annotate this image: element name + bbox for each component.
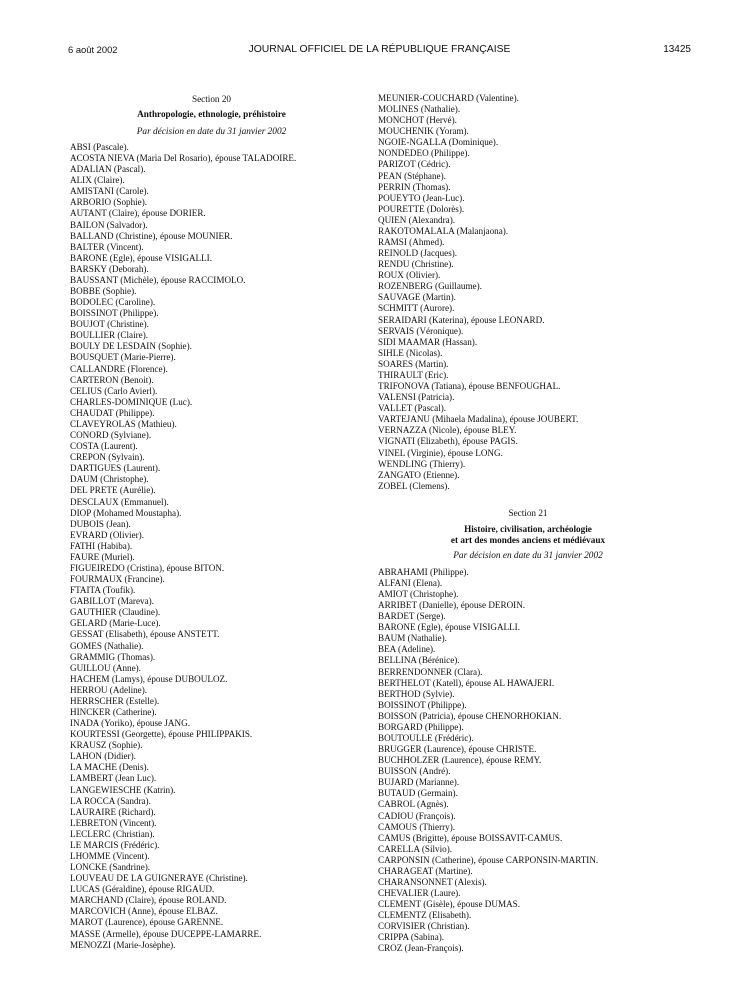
list-item: BARONE (Egle), épouse VISIGALLI. bbox=[378, 622, 521, 633]
list-item: VARTEJANU (Mihaela Madalina), épouse JOUBERT. bbox=[378, 414, 579, 425]
list-item: ACOSTA NIEVA (Maria Del Rosario), épouse TALADOIRE. bbox=[70, 153, 297, 164]
list-item: BALLAND (Christine), épouse MOUNIER. bbox=[70, 230, 233, 241]
list-item: SERVAIS (Véronique). bbox=[378, 325, 464, 336]
section-20-heading: Anthropologie, ethnologie, préhistoire bbox=[137, 109, 286, 119]
list-item: GUILLOU (Anne). bbox=[70, 662, 141, 673]
page-header bbox=[68, 44, 691, 58]
issue-date: 6 août 2002 bbox=[68, 44, 118, 55]
list-item: LEBRETON (Vincent). bbox=[70, 817, 157, 828]
list-item: LECLERC (Christian). bbox=[70, 828, 155, 839]
section-20-name-list bbox=[70, 142, 353, 951]
list-item: BOULLIER (Claire). bbox=[70, 330, 149, 341]
list-item: COSTA (Laurent). bbox=[70, 441, 138, 452]
list-item: ARBORIO (Sophie). bbox=[70, 197, 148, 208]
list-item: ZOBEL (Clemens). bbox=[378, 480, 450, 491]
list-item: CAMOUS (Thierry). bbox=[378, 821, 456, 832]
list-item: NGOIE-NGALLA (Dominique). bbox=[378, 137, 499, 148]
list-item: QUIEN (Alexandra). bbox=[378, 214, 456, 225]
list-item: FTAITA (Toufik). bbox=[70, 585, 136, 596]
list-item: MONCHOT (Hervé). bbox=[378, 115, 457, 126]
list-item: VERNAZZA (Nicole), épouse BLEY. bbox=[378, 425, 517, 436]
list-item: LUCAS (Géraldine), épouse RIGAUD. bbox=[70, 884, 215, 895]
list-item: CADIOU (François). bbox=[378, 810, 456, 821]
list-item: ABRAHAMI (Philippe). bbox=[378, 566, 469, 577]
list-item: BRUGGER (Laurence), épouse CHRISTE. bbox=[378, 744, 537, 755]
list-item: BOUTOULLE (Frédéric). bbox=[378, 732, 474, 743]
list-item: EVRARD (Olivier). bbox=[70, 529, 145, 540]
section-20-decision-date: Par décision en date du 31 janvier 2002 bbox=[136, 127, 287, 137]
list-item: ARRIBET (Danielle), épouse DEROIN. bbox=[378, 600, 526, 611]
list-item: MEUNIER-COUCHARD (Valentine). bbox=[378, 93, 519, 103]
list-item: MOUCHENIK (Yoram). bbox=[378, 126, 469, 137]
list-item: CARELLA (Silvio). bbox=[378, 843, 453, 854]
list-item: PARIZOT (Cédric). bbox=[378, 159, 451, 170]
list-item: BOISSINOT (Philippe). bbox=[378, 699, 467, 710]
list-item: ZANGATO (Etienne). bbox=[378, 469, 460, 480]
list-item: GOMES (Nathalie). bbox=[70, 640, 144, 651]
list-item: ABSI (Pascale). bbox=[70, 142, 129, 152]
list-item: GAUTHIER (Claudine). bbox=[70, 607, 161, 618]
list-item: CARPONSIN (Catherine), épouse CARPONSIN-MARTIN. bbox=[378, 854, 599, 865]
list-item: BUJARD (Marianne). bbox=[378, 777, 460, 788]
list-item: PEAN (Stéphane). bbox=[378, 170, 446, 181]
list-item: BODOLEC (Caroline). bbox=[70, 297, 156, 308]
list-item: BEA (Adeline). bbox=[378, 644, 436, 655]
list-item: ALIX (Claire). bbox=[70, 175, 125, 186]
list-item: CROZ (Jean-François). bbox=[378, 943, 464, 954]
list-item: VALENSI (Patricia). bbox=[378, 392, 455, 403]
list-item: LE MARCIS (Frédéric). bbox=[70, 839, 160, 850]
list-item: RENDU (Christine). bbox=[378, 259, 454, 270]
list-item: LANGEWIESCHE (Katrin). bbox=[70, 784, 176, 795]
list-item: LHOMME (Vincent). bbox=[70, 851, 150, 861]
list-item: AMIOT (Christophe). bbox=[378, 588, 459, 599]
list-item: CAMUS (Brigitte), épouse BOISSAVIT-CAMUS. bbox=[378, 832, 563, 843]
section-20-title: Section 20 bbox=[191, 94, 232, 104]
list-item: CHARLES-DOMINIQUE (Luc). bbox=[70, 396, 193, 407]
list-item: GELARD (Marie-Luce). bbox=[70, 618, 161, 629]
list-item: ALFANI (Elena). bbox=[378, 577, 443, 588]
list-item: BOISSON (Patricia), épouse CHENORHOKIAN. bbox=[378, 710, 562, 721]
list-item: MENOZZI (Marie-Josèphe). bbox=[70, 939, 176, 950]
list-item: THIRAULT (Eric). bbox=[378, 369, 449, 380]
section-21-heading-line-2: et art des mondes anciens et médiévaux bbox=[450, 534, 606, 545]
list-item: BUISSON (André). bbox=[378, 766, 451, 777]
list-item: SIDI MAAMAR (Hassan). bbox=[378, 336, 478, 347]
list-item: BERTHELOT (Katell), épouse AL HAWAJERI. bbox=[378, 677, 555, 688]
list-item: MASSE (Armelle), épouse DUCEPPE-LAMARRE. bbox=[70, 928, 262, 939]
list-item: BAUSSANT (Michèle), épouse RACCIMOLO. bbox=[70, 274, 246, 285]
list-item: BOBBE (Sophie). bbox=[70, 286, 137, 297]
list-item: BERTHOD (Sylvie). bbox=[378, 688, 455, 699]
list-item: LA ROCCA (Sandra). bbox=[70, 795, 151, 806]
list-item: GABILLOT (Mareva). bbox=[70, 596, 154, 607]
list-item: CARTERON (Benoit). bbox=[70, 374, 154, 385]
list-item: KOURTESSI (Georgette), épouse PHILIPPAKIS. bbox=[70, 729, 253, 740]
list-item: DEL PRETE (Aurélie). bbox=[70, 485, 156, 496]
list-item: CREPON (Sylvain). bbox=[70, 452, 145, 463]
list-item: BARDET (Serge). bbox=[378, 611, 446, 622]
list-item: HINCKER (Catherine). bbox=[70, 706, 157, 717]
list-item: BARONE (Egle), épouse VISIGALLI. bbox=[70, 252, 213, 263]
section-21-heading-line-1: Histoire, civilisation, archéologie bbox=[464, 523, 592, 534]
list-item: CONORD (Sylviane). bbox=[70, 430, 152, 441]
list-item: BALTER (Vincent). bbox=[70, 241, 144, 252]
list-item: SCHMITT (Aurore). bbox=[378, 303, 455, 314]
list-item: SERAIDARI (Katerina), épouse LEONARD. bbox=[378, 314, 545, 325]
left-column bbox=[70, 92, 353, 951]
list-item: BOUJOT (Christine). bbox=[70, 319, 149, 330]
list-item: BERRENDONNER (Clara). bbox=[378, 666, 483, 677]
list-item: AUTANT (Claire), épouse DORIER. bbox=[70, 208, 206, 219]
list-item: SOARES (Martin). bbox=[378, 358, 449, 369]
list-item: LA MACHE (Denis). bbox=[70, 762, 149, 773]
list-item: RAMSI (Ahmed). bbox=[378, 237, 445, 248]
list-item: BELLINA (Bérénice). bbox=[378, 655, 460, 666]
list-item: FIGUEIREDO (Cristina), épouse BITON. bbox=[70, 562, 225, 573]
list-item: CLEMENTZ (Elisabeth). bbox=[378, 910, 472, 921]
list-item: MARCOVICH (Anne), épouse ELBAZ. bbox=[70, 906, 218, 917]
list-item: SIHLE (Nicolas). bbox=[378, 347, 443, 358]
list-item: DESCLAUX (Emmanuel). bbox=[70, 496, 169, 507]
list-item: FATHI (Habiba). bbox=[70, 540, 133, 551]
list-item: CORVISIER (Christian). bbox=[378, 921, 470, 932]
list-item: CABROL (Agnès). bbox=[378, 799, 449, 810]
list-item: FOURMAUX (Francine). bbox=[70, 574, 165, 585]
list-item: LONCKE (Sandrine). bbox=[70, 862, 151, 873]
list-item: CLAVEYROLAS (Mathieu). bbox=[70, 418, 177, 429]
journal-title: JOURNAL OFFICIEL DE LA RÉPUBLIQUE FRANÇAISE bbox=[248, 44, 511, 55]
section-20-name-list-continued bbox=[378, 93, 678, 492]
list-item: BARSKY (Deborah). bbox=[70, 263, 149, 274]
list-item: WENDLING (Thierry). bbox=[378, 458, 466, 469]
list-item: GESSAT (Elisabeth), épouse ANSTETT. bbox=[70, 629, 220, 640]
list-item: LOUVEAU DE LA GUIGNERAYE (Christine). bbox=[70, 873, 248, 884]
list-item: BUCHHOLZER (Laurence), épouse REMY. bbox=[378, 755, 542, 766]
page-number: 13425 bbox=[663, 44, 691, 55]
right-column bbox=[378, 93, 678, 955]
list-item: VIGNATI (Elizabeth), épouse PAGIS. bbox=[378, 436, 518, 447]
list-item: LAMBERT (Jean Luc). bbox=[70, 773, 157, 784]
list-item: CHEVALIER (Laure). bbox=[378, 888, 461, 899]
list-item: BOUSQUET (Marie-Pierre). bbox=[70, 352, 176, 363]
list-item: ROZENBERG (Guillaume). bbox=[378, 281, 482, 292]
list-item: GRAMMIG (Thomas). bbox=[70, 651, 156, 662]
list-item: CRIPPA (Sabina). bbox=[378, 932, 445, 943]
list-item: ADALIAN (Pascal). bbox=[70, 164, 146, 175]
list-item: CHAUDAT (Philippe). bbox=[70, 407, 155, 418]
list-item: AMISTANI (Carole). bbox=[70, 186, 149, 197]
list-item: PERRIN (Thomas). bbox=[378, 181, 451, 192]
list-item: RAKOTOMALALA (Malanjaona). bbox=[378, 225, 509, 236]
list-item: BUTAUD (Germain). bbox=[378, 788, 458, 799]
list-item: DIOP (Mohamed Moustapha). bbox=[70, 507, 182, 518]
list-item: VALLET (Pascal). bbox=[378, 403, 447, 414]
list-item: INADA (Yoriko), épouse JANG. bbox=[70, 718, 190, 729]
list-item: HERROU (Adeline). bbox=[70, 684, 148, 695]
list-item: KRAUSZ (Sophie). bbox=[70, 740, 143, 751]
list-item: POUEYTO (Jean-Luc). bbox=[378, 192, 465, 203]
list-item: MARCHAND (Claire), épouse ROLAND. bbox=[70, 895, 227, 906]
list-item: LAHON (Didier). bbox=[70, 751, 136, 762]
list-item: CHARAGEAT (Martine). bbox=[378, 865, 473, 876]
section-21-heading bbox=[378, 524, 678, 546]
list-item: REINOLD (Jacques). bbox=[378, 248, 458, 259]
list-item: LAURAIRE (Richard). bbox=[70, 806, 156, 817]
list-item: NONDEDEO (Philippe). bbox=[378, 148, 470, 159]
list-item: BOULY DE LESDAIN (Sophie). bbox=[70, 341, 192, 352]
list-item: TRIFONOVA (Tatiana), épouse BENFOUGHAL. bbox=[378, 381, 561, 392]
list-item: MOLINES (Nathalie). bbox=[378, 104, 461, 115]
list-item: BAILON (Salvador). bbox=[70, 219, 148, 230]
section-21-decision-date: Par décision en date du 31 janvier 2002 bbox=[453, 550, 603, 561]
list-item: VINEL (Virginie), épouse LONG. bbox=[378, 447, 503, 458]
list-item: ROUX (Olivier). bbox=[378, 270, 441, 281]
list-item: BORGARD (Philippe). bbox=[378, 721, 464, 732]
list-item: SAUVAGE (Martin). bbox=[378, 292, 456, 303]
section-21-name-list bbox=[378, 567, 678, 955]
list-item: HERRSCHER (Estelle). bbox=[70, 695, 160, 706]
list-item: HACHEM (Lamys), épouse DUBOULOZ. bbox=[70, 673, 228, 684]
list-item: POURETTE (Dolorès). bbox=[378, 203, 465, 214]
list-item: CHARANSONNET (Alexis). bbox=[378, 877, 487, 887]
list-item: CLEMENT (Gisèle), épouse DUMAS. bbox=[378, 899, 521, 910]
list-item: DAUM (Christophe). bbox=[70, 474, 149, 485]
list-item: MAROT (Laurence), épouse GARENNE. bbox=[70, 917, 224, 928]
section-21-title: Section 21 bbox=[508, 507, 548, 518]
list-item: BAUM (Nathalie). bbox=[378, 633, 447, 644]
list-item: FAURE (Muriel). bbox=[70, 551, 135, 562]
list-item: CALLANDRE (Florence). bbox=[70, 363, 168, 374]
list-item: DUBOIS (Jean). bbox=[70, 518, 131, 529]
list-item: BOISSINOT (Philippe). bbox=[70, 308, 159, 319]
list-item: CELIUS (Carlo Avierl). bbox=[70, 385, 158, 396]
list-item: DARTIGUES (Laurent). bbox=[70, 463, 161, 474]
